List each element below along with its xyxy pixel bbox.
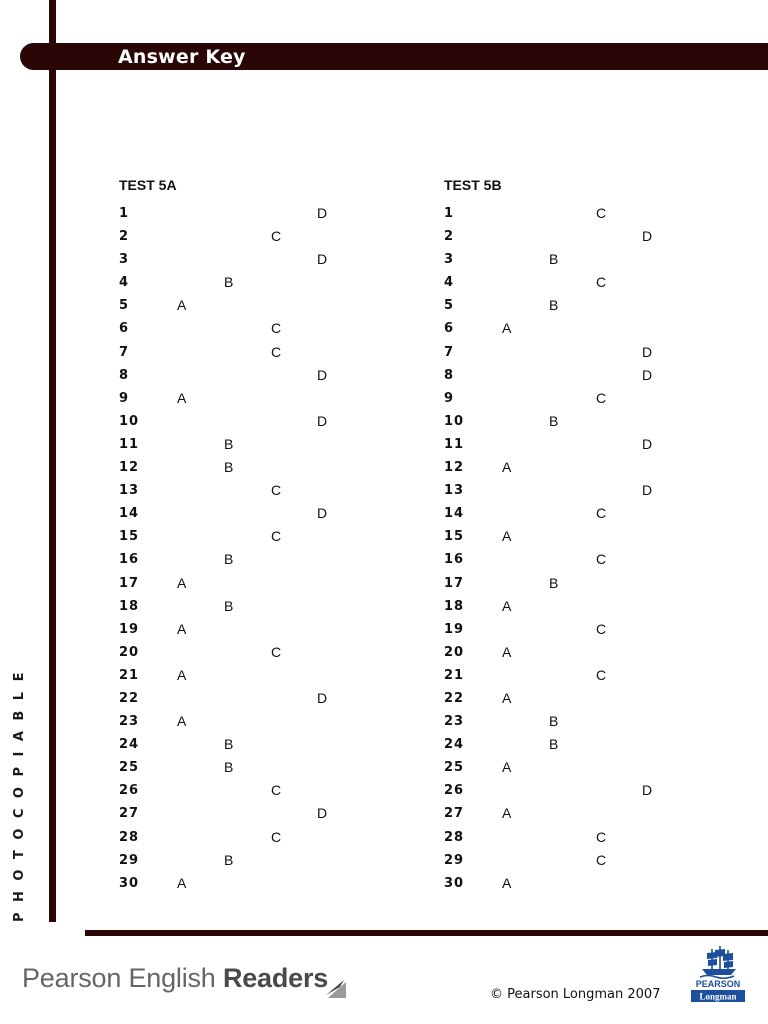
- answer-choice: D: [642, 482, 653, 499]
- question-number: 28: [444, 829, 465, 845]
- question-number: 17: [444, 575, 465, 591]
- answer-choice: B: [224, 736, 234, 753]
- answer-choice: C: [271, 320, 282, 337]
- answer-choice: A: [177, 297, 187, 314]
- footer-rule: [85, 930, 768, 936]
- question-number: 18: [444, 598, 465, 614]
- question-number: 3: [444, 252, 455, 268]
- answer-choice: B: [549, 574, 559, 591]
- question-number: 10: [444, 413, 465, 429]
- question-number: 12: [444, 460, 465, 476]
- question-number: 28: [119, 829, 140, 845]
- question-number: 13: [119, 483, 140, 499]
- question-number: 11: [119, 436, 140, 452]
- question-number: 20: [119, 644, 140, 660]
- question-number: 14: [119, 506, 140, 522]
- question-number: 17: [119, 575, 140, 591]
- question-number: 30: [444, 875, 465, 891]
- question-number: 27: [444, 806, 465, 822]
- answer-choice: A: [502, 874, 512, 891]
- question-number: 2: [119, 229, 130, 245]
- answer-choice: A: [177, 389, 187, 406]
- answer-choice: D: [317, 689, 328, 706]
- question-number: 25: [119, 760, 140, 776]
- question-number: 22: [119, 690, 140, 706]
- question-number: 7: [444, 344, 455, 360]
- question-number: 15: [119, 529, 140, 545]
- answer-choice: B: [224, 459, 234, 476]
- answer-choice: A: [502, 643, 512, 660]
- question-number: 26: [444, 783, 465, 799]
- question-number: 8: [444, 367, 455, 383]
- question-number: 13: [444, 483, 465, 499]
- answer-choice: A: [177, 713, 187, 730]
- answer-choice: A: [177, 574, 187, 591]
- answer-choice: A: [502, 459, 512, 476]
- answer-choice: C: [596, 505, 607, 522]
- series-brand: [22, 963, 328, 994]
- question-number: 2: [444, 229, 455, 245]
- answer-choice: B: [549, 713, 559, 730]
- copyright-text: © Pearson Longman 2007: [490, 987, 661, 1002]
- question-number: 1: [444, 206, 455, 221]
- answer-choice: A: [177, 620, 187, 637]
- question-number: 23: [119, 714, 140, 730]
- question-number: 6: [119, 321, 130, 337]
- answer-choice: C: [596, 828, 607, 845]
- logo-text-top: PEARSON: [695, 979, 741, 989]
- answer-choice: B: [224, 274, 234, 291]
- answer-choice: C: [596, 620, 607, 637]
- answer-choice: C: [271, 643, 282, 660]
- answer-choice: A: [502, 759, 512, 776]
- answer-choice: D: [642, 782, 653, 799]
- question-number: 24: [444, 737, 465, 753]
- question-number: 12: [119, 460, 140, 476]
- answer-choice: D: [642, 343, 653, 360]
- test-5b-heading: TEST 5B: [444, 177, 502, 193]
- answer-choice: D: [317, 412, 328, 429]
- question-number: 16: [119, 552, 140, 568]
- answer-choice: D: [642, 366, 653, 383]
- ship-icon: [700, 946, 736, 978]
- logo-text-bottom: Longman: [699, 991, 737, 1002]
- answer-choice: D: [317, 251, 328, 268]
- pearson-longman-logo: [690, 943, 746, 1003]
- answer-choice: B: [224, 851, 234, 868]
- answer-choice: C: [271, 828, 282, 845]
- answer-choice: B: [224, 597, 234, 614]
- answer-choice: C: [271, 343, 282, 360]
- answer-choice: B: [549, 412, 559, 429]
- answer-choice: A: [177, 666, 187, 683]
- question-number: 3: [119, 252, 130, 268]
- answer-choice: C: [271, 528, 282, 545]
- question-number: 27: [119, 806, 140, 822]
- question-number: 30: [119, 875, 140, 891]
- answer-choice: A: [502, 805, 512, 822]
- answer-choice: C: [596, 551, 607, 568]
- answer-choice: C: [271, 228, 282, 245]
- photocopiable-label: PHOTOCOPIABLE: [12, 662, 27, 922]
- answer-choice: B: [224, 759, 234, 776]
- question-number: 6: [444, 321, 455, 337]
- answer-choice: A: [177, 874, 187, 891]
- answer-choice: B: [549, 251, 559, 268]
- answer-choice: A: [502, 689, 512, 706]
- question-number: 4: [444, 275, 455, 291]
- answer-choice: B: [224, 435, 234, 452]
- question-number: 24: [119, 737, 140, 753]
- answer-choice: A: [502, 597, 512, 614]
- answer-choice: A: [502, 528, 512, 545]
- answer-choice: D: [317, 366, 328, 383]
- brand-arrow-icon: [326, 978, 348, 1000]
- answer-choice: C: [596, 274, 607, 291]
- answer-choice: C: [271, 782, 282, 799]
- question-number: 16: [444, 552, 465, 568]
- answer-choice: B: [549, 297, 559, 314]
- answer-choice: D: [317, 805, 328, 822]
- answer-choice: C: [596, 666, 607, 683]
- question-number: 20: [444, 644, 465, 660]
- left-vertical-bar: [49, 0, 56, 922]
- answer-choice: D: [642, 228, 653, 245]
- question-number: 23: [444, 714, 465, 730]
- question-number: 11: [444, 436, 465, 452]
- question-number: 19: [119, 621, 140, 637]
- answer-choice: B: [549, 736, 559, 753]
- answer-choice: C: [596, 205, 607, 221]
- question-number: 25: [444, 760, 465, 776]
- question-number: 29: [119, 852, 140, 868]
- answer-choice: D: [642, 435, 653, 452]
- test-5a-heading: TEST 5A: [119, 177, 177, 193]
- answer-choice: D: [317, 505, 328, 522]
- question-number: 4: [119, 275, 130, 291]
- answer-choice: C: [271, 482, 282, 499]
- answer-choice: B: [224, 551, 234, 568]
- question-number: 9: [119, 390, 130, 406]
- question-number: 10: [119, 413, 140, 429]
- question-number: 19: [444, 621, 465, 637]
- answer-choice: D: [317, 205, 328, 221]
- answer-choice: C: [596, 389, 607, 406]
- question-number: 26: [119, 783, 140, 799]
- question-number: 9: [444, 390, 455, 406]
- brand-light-text: Pearson English: [22, 963, 216, 993]
- question-number: 15: [444, 529, 465, 545]
- question-number: 21: [444, 667, 465, 683]
- question-number: 18: [119, 598, 140, 614]
- question-number: 14: [444, 506, 465, 522]
- question-number: 5: [444, 298, 455, 314]
- question-number: 8: [119, 367, 130, 383]
- question-number: 29: [444, 852, 465, 868]
- brand-strong-text: Readers: [222, 963, 329, 993]
- page-title: Answer Key: [118, 46, 246, 68]
- question-number: 22: [444, 690, 465, 706]
- answer-choice: A: [502, 320, 512, 337]
- question-number: 21: [119, 667, 140, 683]
- question-number: 1: [119, 206, 130, 221]
- question-number: 5: [119, 298, 130, 314]
- question-number: 7: [119, 344, 130, 360]
- answer-choice: C: [596, 851, 607, 868]
